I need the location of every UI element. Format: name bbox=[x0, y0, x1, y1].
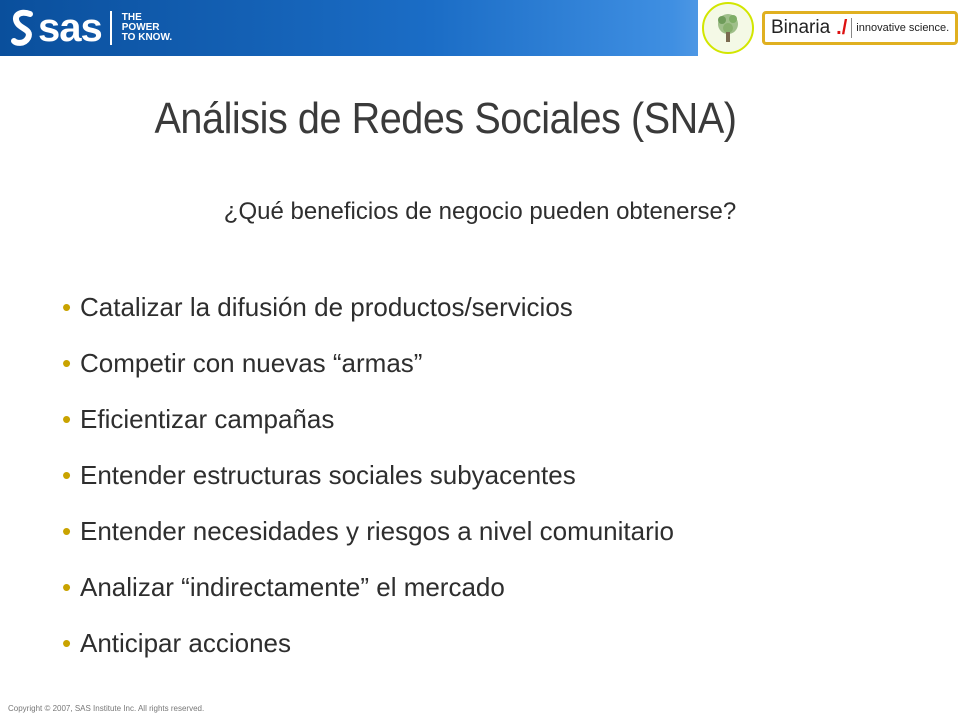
bullet-text: Catalizar la difusión de productos/servicios bbox=[80, 292, 573, 322]
bullet-dot-icon: • bbox=[62, 460, 72, 490]
partner-logos bbox=[698, 0, 960, 56]
bullet-dot-icon: • bbox=[62, 516, 72, 546]
logo-divider bbox=[110, 11, 112, 45]
bullet-item bbox=[62, 292, 942, 348]
sas-swirl-icon bbox=[8, 8, 38, 48]
binaria-separator bbox=[851, 18, 852, 38]
sas-tagline: THE POWER TO KNOW. bbox=[121, 12, 173, 43]
bullet-item bbox=[62, 348, 942, 404]
sas-logo bbox=[8, 6, 208, 50]
binaria-logo bbox=[762, 11, 958, 45]
bullet-item bbox=[62, 572, 942, 628]
bullet-list bbox=[62, 292, 942, 684]
bullet-text: Entender estructuras sociales subyacentes bbox=[80, 460, 576, 490]
bullet-text: Eficientizar campañas bbox=[80, 404, 335, 434]
bullet-item bbox=[62, 516, 942, 572]
header-bar bbox=[0, 0, 960, 56]
bullet-dot-icon: • bbox=[62, 348, 72, 378]
bullet-text: Analizar “indirectamente” el mercado bbox=[80, 572, 505, 602]
copyright-footer: Copyright © 2007, SAS Institute Inc. All rights reserved. bbox=[8, 704, 205, 713]
slide-subtitle: ¿Qué beneficios de negocio pueden obtenerse? bbox=[223, 198, 737, 225]
bullet-item bbox=[62, 404, 942, 460]
bullet-dot-icon: • bbox=[62, 404, 72, 434]
bullet-text: Anticipar acciones bbox=[80, 628, 291, 658]
tree-head-logo bbox=[702, 2, 754, 54]
bullet-dot-icon: • bbox=[62, 628, 72, 658]
bullet-dot-icon: • bbox=[62, 292, 72, 322]
bullet-item bbox=[62, 460, 942, 516]
bullet-dot-icon: • bbox=[62, 572, 72, 602]
binaria-name: Binaria bbox=[771, 17, 831, 38]
sas-wordmark: sas bbox=[38, 6, 102, 50]
binaria-slash-icon: ./ bbox=[836, 16, 848, 39]
binaria-tagline: innovative science. bbox=[856, 22, 950, 34]
bullet-text: Competir con nuevas “armas” bbox=[80, 348, 423, 378]
bullet-item bbox=[62, 628, 942, 684]
bullet-text: Entender necesidades y riesgos a nivel comunitario bbox=[80, 516, 675, 546]
slide-title: Análisis de Redes Sociales (SNA) bbox=[154, 94, 737, 143]
tree-head-icon bbox=[708, 8, 748, 48]
